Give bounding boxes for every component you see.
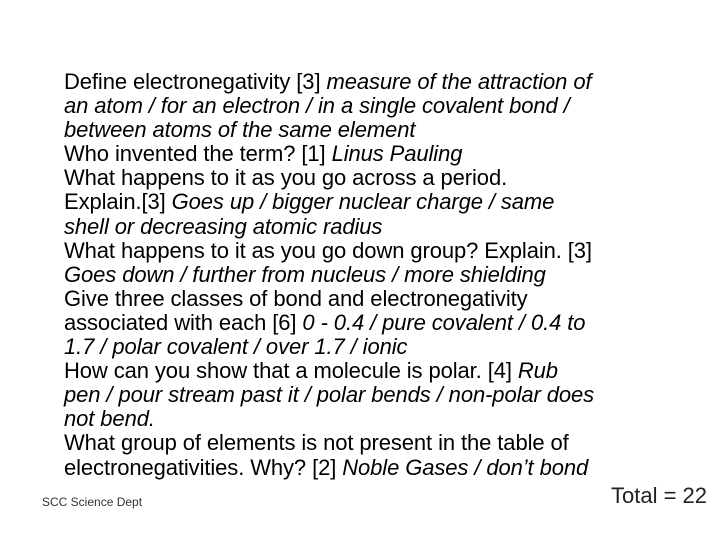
question-text: associated with each [6] [64,309,303,335]
answer-text: between atoms of the same element [64,117,416,143]
answer-text: pen / pour stream past it / polar bends / non-polar does [64,382,595,408]
question-answer-list [64,70,712,480]
question-text: What happens to it as you go across a period. [64,165,508,191]
question-text: Who invented the term? [1] [64,141,332,167]
text-line [64,70,712,94]
answer-text: measure of the attraction of [326,69,592,94]
text-line [64,456,712,480]
text-line [64,263,712,287]
answer-text: 1.7 / polar covalent / over 1.7 / ionic [64,334,408,360]
text-line [64,118,712,142]
answer-text: not bend. [64,406,155,432]
question-text: What group of elements is not present in the table of [64,430,569,456]
text-line [64,383,712,407]
answer-text: Goes up / bigger nuclear charge / same [171,189,555,215]
answer-text: an atom / for an electron / in a single covalent bond / [64,93,570,119]
text-line [64,335,712,359]
question-text: Explain.[3] [64,189,172,215]
question-text: electronegativities. Why? [2] [64,454,343,480]
answer-text: Noble Gases / don’t bond [342,454,589,480]
question-text: Define electronegativity [3] [64,69,327,94]
question-text: What happens to it as you go down group? Explain. [3] [64,237,592,263]
answer-text: Rub [517,358,558,384]
question-text: Give three classes of bond and electronegativity [64,285,528,311]
footer-credit: SCC Science Dept [42,495,143,509]
answer-text: shell or decreasing atomic radius [64,213,383,239]
answer-text: Linus Pauling [331,141,463,167]
text-line [64,142,712,166]
total-marks: Total = 22 [610,483,707,508]
text-line [64,239,712,263]
answer-text: Goes down / further from nucleus / more shielding [64,261,546,287]
text-line [64,287,712,311]
text-line [64,407,712,431]
text-line [64,166,712,190]
text-line [64,94,712,118]
text-line [64,215,712,239]
text-line [64,311,712,335]
question-text: How can you show that a molecule is polar. [4] [64,358,518,384]
text-line [64,359,712,383]
text-line [64,190,712,214]
text-line [64,431,712,455]
answer-text: 0 - 0.4 / pure covalent / 0.4 to [302,309,586,335]
